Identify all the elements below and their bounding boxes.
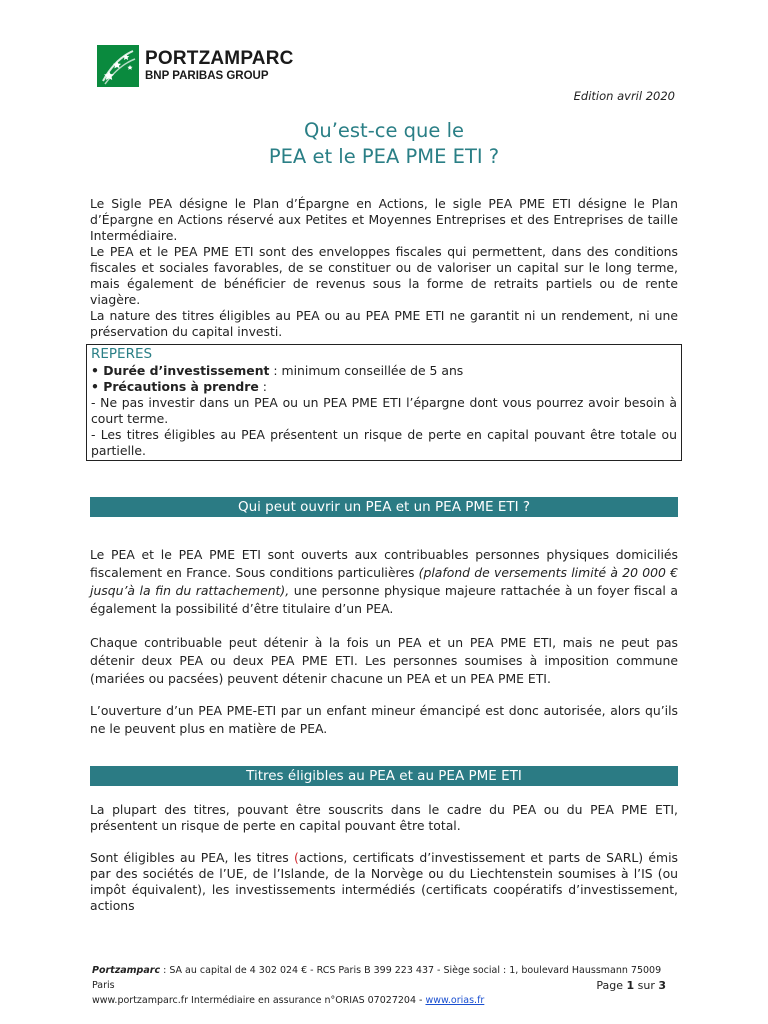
reperes-item-1: - Ne pas investir dans un PEA ou un PEA PME ETI l’épargne dont vous pourrez avoir besoin à court terme. (91, 395, 677, 426)
intro-paragraph (90, 196, 678, 340)
precautions-label: • Précautions à prendre (91, 379, 259, 394)
section1-paragraph-3 (90, 702, 678, 738)
logo-group: BNP PARIBAS GROUP (145, 70, 269, 83)
footer-line-2 (92, 993, 676, 1008)
s2p2-paren: ( (293, 850, 299, 865)
reperes-box (86, 344, 682, 461)
title-line-2: PEA et le PEA PME ETI ? (268, 145, 500, 168)
reperes-duree (91, 363, 677, 379)
section-heading-qui-peut-ouvrir: Qui peut ouvrir un PEA et un PEA PME ETI ? (90, 497, 678, 517)
section1-paragraph-1 (90, 546, 678, 618)
page-of: sur (634, 979, 659, 992)
duree-text: : minimum conseillée de 5 ans (269, 363, 464, 378)
edition-date: Edition avril 2020 (573, 89, 675, 103)
precautions-colon: : (258, 379, 267, 394)
reperes-precautions (91, 379, 677, 395)
page-footer (92, 963, 676, 1008)
footer-orias-text: www.portzamparc.fr Intermédiaire en assurance n°ORIAS 07027204 - (92, 995, 426, 1006)
intro-text-1: Le Sigle PEA désigne le Plan d’Épargne en Actions, le sigle PEA PME ETI désigne le Plan d’Épargne en Actions réservé aux Petites et Moyennes Entreprises et des Entreprises de taille Intermédiaire. (90, 196, 678, 243)
s2p2-text-b: actions, certificats d’investissement et parts de SARL) émis par des sociétés de l’UE, de l’Islande, de la Norvège ou du Liechtenstein soumises à l’IS (ou impôt équivalent), les investissements intermédiés (certificats coopératifs d’investissement, actions (90, 850, 678, 913)
page-number (596, 978, 666, 993)
s1p2-text: Chaque contribuable peut détenir à la fois un PEA et un PEA PME ETI, mais ne peut pas détenir deux PEA ou deux PEA PME ETI. Les personnes soumises à imposition commune (mariées ou pacsées) peuvent détenir chacune un PEA et un PEA PME ETI. (90, 635, 678, 686)
logo-name: PORTZAMPARC (145, 48, 294, 70)
company-logo (97, 45, 294, 87)
intro-text-3: La nature des titres éligibles au PEA ou au PEA PME ETI ne garantit ni un rendement, ni une préservation du capital investi. (90, 308, 678, 339)
page-title (0, 118, 768, 170)
section-heading-titres-eligibles: Titres éligibles au PEA et au PEA PME ETI (90, 766, 678, 786)
s2p1-text: La plupart des titres, pouvant être souscrits dans le cadre du PEA ou du PEA PME ETI, présentent un risque de perte en capital pouvant être total. (90, 802, 678, 833)
footer-line-1 (92, 963, 676, 993)
footer-company-info: : SA au capital de 4 302 024 € - RCS Paris B 399 223 437 - Siège social : 1, boulevard Haussmann 75009 Paris (92, 965, 662, 991)
reperes-item-2: - Les titres éligibles au PEA présentent un risque de perte en capital pouvant être totale ou partielle. (91, 427, 677, 458)
s1p1-text-b: une personne physique majeure rattachée à un foyer fiscal a également la possibilité d’être titulaire d’un PEA. (90, 583, 678, 616)
page-word: Page (596, 979, 627, 992)
s1p1-text-a: Le PEA et le PEA PME ETI sont ouverts aux contribuables personnes physiques domiciliés fiscalement en France. Sous conditions particulières (90, 547, 678, 580)
footer-brand: Portzamparc (92, 965, 161, 976)
intro-text-2: Le PEA et le PEA PME ETI sont des enveloppes fiscales qui permettent, dans des conditions fiscales et sociales favorables, de se constituer ou de valoriser un capital sur le long terme, mais également de bénéficier de revenus sous la forme de retraits partiels ou de rente viagère. (90, 244, 678, 307)
reperes-title: REPERES (91, 346, 153, 362)
section1-paragraph-2 (90, 634, 678, 688)
page-total: 3 (658, 979, 666, 992)
title-line-1: Qu’est-ce que le (303, 119, 464, 142)
section2-paragraph-1 (90, 802, 678, 834)
logo-stars-icon (97, 45, 139, 87)
page-current: 1 (626, 979, 635, 992)
s1p1-italic: (plafond de versements limité à 20 000 € jusqu’à la fin du rattachement), (90, 565, 678, 598)
duree-label: • Durée d’investissement (91, 363, 270, 378)
section2-paragraph-2 (90, 850, 678, 914)
s2p2-text-a: Sont éligibles au PEA, les titres (90, 850, 294, 865)
s1p3-text: L’ouverture d’un PEA PME-ETI par un enfant mineur émancipé est donc autorisée, alors qu’ils ne le peuvent plus en matière de PEA. (90, 703, 678, 736)
orias-link[interactable]: www.orias.fr (425, 995, 485, 1006)
